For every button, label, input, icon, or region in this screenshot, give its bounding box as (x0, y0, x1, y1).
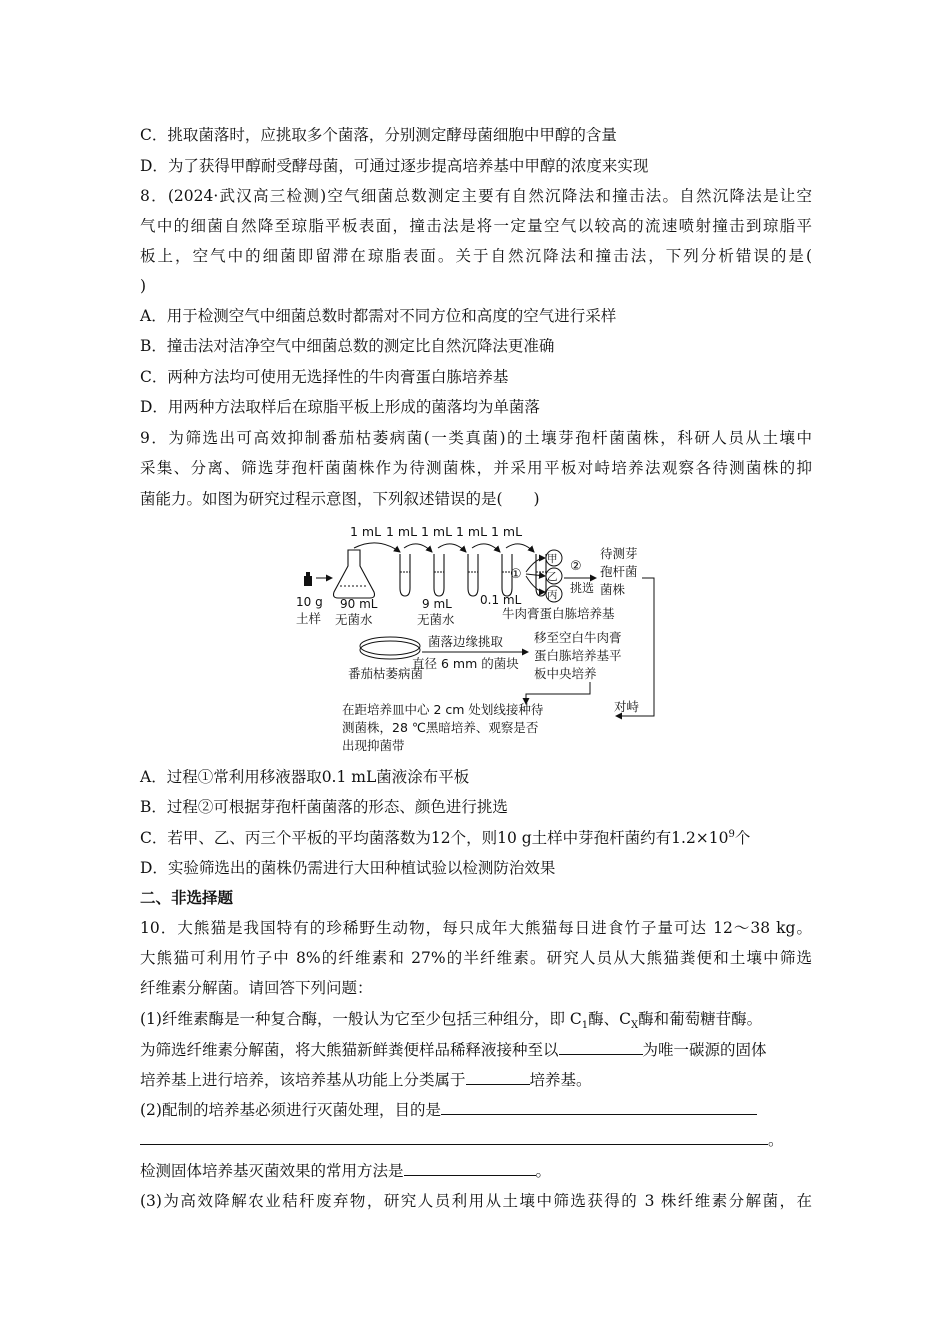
q10-part2-line2: 。 (140, 1130, 784, 1150)
q9-option-b: B．过程②可根据芽孢杆菌菌落的形态、颜色进行挑选 (140, 798, 508, 816)
move-line1: 移至空白牛肉膏 (534, 630, 622, 645)
confront-arrow (616, 578, 654, 716)
step-1-marker: ① (510, 567, 522, 582)
answer-blank-sterilize-purpose-cont[interactable] (140, 1130, 768, 1145)
plate-bing: 丙 (547, 589, 558, 601)
fungus-label: 番茄枯萎病菌 (348, 666, 424, 681)
pick-label: 挑选 (570, 581, 595, 595)
section-title: 二、非选择题 (140, 888, 234, 907)
result-line2: 测菌株，28 ℃黑暗培养、观察是否 (342, 720, 539, 735)
q10-part2-line1: (2)配制的培养基必须进行灭菌处理，目的是 (140, 1100, 757, 1120)
tube-label: 无菌水 (417, 612, 455, 627)
q9-stem-line2: 采集、分离、筛选芽孢杆菌菌株作为待测菌株，并采用平板对峙培养法观察各待测菌株的抑 (140, 459, 812, 477)
soil-sample-icon (304, 572, 312, 586)
petri-dish-icon (360, 637, 420, 659)
flask-label: 无菌水 (335, 612, 373, 627)
q8-option-a: A．用于检测空气中细菌总数时都需对不同方位和高度的空气进行采样 (140, 307, 617, 325)
soil-label: 土样 (296, 611, 322, 626)
strain-line3: 菌株 (600, 582, 626, 597)
spread-volume: 0.1 mL (480, 593, 522, 607)
q8-option-d: D．用两种方法取样后在琼脂平板上形成的菌落均为单菌落 (140, 398, 540, 416)
q8-option-b: B．撞击法对洁净空气中细菌总数的测定比自然沉降法更准确 (140, 337, 555, 355)
q10-part2-line3: 检测固体培养基灭菌效果的常用方法是 。 (140, 1162, 552, 1180)
confront-label: 对峙 (614, 699, 640, 714)
strain-line1: 待测芽 (600, 546, 638, 561)
flask-icon (334, 550, 375, 598)
q9-option-d: D．实验筛选出的菌株仍需进行大田种植试验以检测防治效果 (140, 859, 556, 877)
ml-label-2: 1 mL (386, 524, 418, 539)
result-line3: 出现抑菌带 (342, 738, 405, 753)
ml-label-3: 1 mL (421, 524, 453, 539)
flask-volume: 90 mL (340, 597, 378, 611)
q10-part1-line3: 培养基上进行培养，该培养基从功能上分类属于 培养基。 (140, 1071, 592, 1089)
plate-yi: 乙 (547, 571, 558, 583)
answer-blank-test-method[interactable] (404, 1161, 536, 1176)
answer-blank-sterilize-purpose[interactable] (441, 1100, 757, 1115)
strain-line2: 孢杆菌 (600, 564, 638, 579)
result-line1: 在距培养皿中心 2 cm 处划线接种待 (342, 702, 544, 717)
ml-label-1: 1 mL (350, 524, 382, 539)
q8-stem-line4: ) (140, 277, 147, 295)
answer-blank-medium-type[interactable] (466, 1070, 530, 1085)
q7-option-d: D．为了获得甲醇耐受酵母菌，可通过逐步提高培养基中甲醇的浓度来实现 (140, 157, 649, 175)
q10-part1-line2: 为筛选纤维素分解菌，将大熊猫新鲜粪便样品稀释液接种至以 为唯一碳源的固体 (140, 1041, 767, 1059)
q10-part1-line1: (1)纤维素酶是一种复合酶，一般认为它至少包括三种组分，即 $C_1$酶、$C_X$酶和葡萄糖苷酶。 (140, 1010, 763, 1032)
q9-stem-line3: 菌能力。如图为研究过程示意图，下列叙述错误的是( ) (140, 490, 540, 508)
q9-option-c: C．若甲、乙、丙三个平板的平均菌落数为12个，则10 g土样中芽孢杆菌约有$1.2\times 10^9$个 (140, 828, 751, 847)
dilution-tubes (400, 554, 546, 596)
q9-stem-line1: 9．为筛选出可高效抑制番茄枯萎病菌(一类真菌)的土壤芽孢杆菌菌株，科研人员从土壤中 (140, 429, 812, 447)
q10-part3-line1: (3)为高效降解农业秸秆废弃物，研究人员利用从土壤中筛选获得的 3 株纤维素分解菌，在 (140, 1192, 812, 1210)
pick-edge-line2: 直径 6 mm 的菌块 (412, 656, 519, 671)
q10-stem-line3: 纤维素分解菌。请回答下列问题： (140, 979, 373, 997)
q7-option-c: C．挑取菌落时，应挑取多个菌落，分别测定酵母菌细胞中甲醇的含量 (140, 126, 617, 144)
plate-jia: 甲 (547, 553, 558, 565)
exponent: 9 (728, 828, 735, 840)
ml-label-4: 1 mL (456, 524, 488, 539)
q10-stem-line1: 10．大熊猫是我国特有的珍稀野生动物，每只成年大熊猫每日进食竹子量可达 12～38 kg。 (140, 919, 812, 937)
pick-edge-line1: 菌落边缘挑取 (428, 634, 504, 649)
move-line2: 蛋白胨培养基平 (534, 648, 622, 663)
q10-stem-line2: 大熊猫可利用竹子中 8%的纤维素和 27%的半纤维素。研究人员从大熊猫粪便和土壤中筛选 (140, 949, 812, 967)
q8-stem-line2: 气中的细菌自然降至琼脂平板表面，撞击法是将一定量空气以较高的流速喷射撞击到琼脂平 (140, 217, 812, 235)
answer-blank-carbon-source[interactable] (559, 1040, 643, 1055)
transfer-arrows (354, 543, 534, 552)
q8-option-c: C．两种方法均可使用无选择性的牛肉膏蛋白胨培养基 (140, 368, 509, 386)
ml-label-5: 1 mL (491, 524, 523, 539)
tube-volume: 9 mL (422, 597, 452, 611)
q8-stem-line3: 板上，空气中的细菌即留滞在琼脂表面。关于自然沉降法和撞击法，下列分析错误的是( (140, 247, 812, 265)
medium-label: 牛肉膏蛋白胨培养基 (502, 606, 615, 621)
q8-stem-line1: 8．(2024·武汉高三检测)空气细菌总数测定主要有自然沉降法和撞击法。自然沉降法是让空 (140, 187, 812, 205)
step-2-marker: ② (570, 559, 582, 574)
q9-option-a: A．过程①常利用移液器取0.1 mL菌液涂布平板 (140, 768, 470, 786)
move-line3: 板中央培养 (534, 666, 597, 681)
soil-mass: 10 g (296, 595, 323, 609)
research-process-diagram (290, 518, 660, 758)
